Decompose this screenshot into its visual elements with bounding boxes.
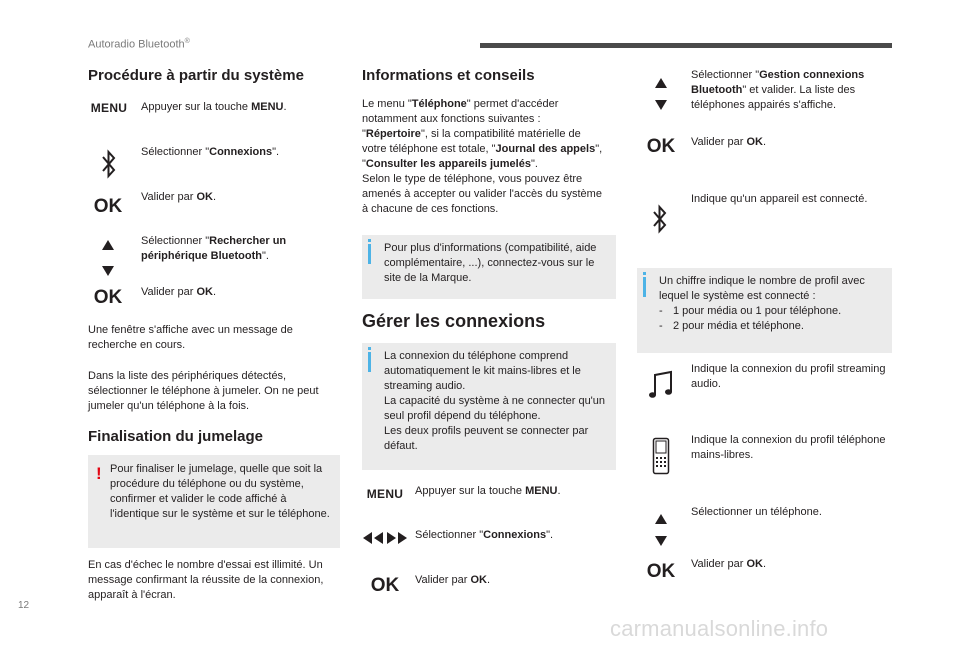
up-down-arrows-icon [653,514,669,546]
step-text: Indique la connexion du profil streaming audio. [691,363,886,390]
header-title: Autoradio Bluetooth [88,38,185,51]
info-box [362,235,616,299]
step-text: Valider par OK. [691,558,766,570]
intro-paragraph: Le menu "Téléphone" permet d'accéder notamment aux fonctions suivantes : "Répertoire", si la compatibilité matérielle de votre téléphone est totale, "Journal des appels", "Consulter les appareils jumelés". Selon le type de téléphone, vous pouvez être amenés à accepter ou valider l'accès du système à chacune de ces fonctions. [362,98,603,215]
paragraph: Dans la liste des périphériques détectés, sélectionner le téléphone à jumeler. On ne peut jumeler qu'un téléphone à la fois. [88,370,319,412]
ok-button-icon: OK [370,575,400,596]
info-box [362,343,616,470]
registered-mark: ® [184,38,190,45]
music-note-icon [647,369,675,401]
bluetooth-icon [98,146,120,182]
step-text: Appuyer sur la touche MENU. [415,485,561,497]
left-right-arrows-icon [364,530,406,546]
page-number: 12 [18,600,30,611]
ok-button-icon: OK [93,287,123,308]
info-text: Un chiffre indique le nombre de profil avec lequel le système est connecté : - 1 pour média ou 1 pour téléphone. - 2 pour média et téléphone. [659,275,865,332]
warning-box [88,455,340,548]
info-icon [368,244,371,264]
step-text: Indique la connexion du profil téléphone mains-libres. [691,434,886,461]
step-text: Sélectionner "Gestion connexions Bluetooth" et valider. La liste des téléphones appairés s'affiche. [691,69,865,111]
warning-icon: ! [96,464,102,483]
phone-icon [651,436,671,476]
warning-text: Pour finaliser le jumelage, quelle que soit la procédure du téléphone ou du système, confirmer et valider le code affiché à l'identique sur le système et sur le téléphone. [110,463,330,520]
ok-button-icon: OK [646,136,676,157]
step-text: Valider par OK. [415,574,490,586]
menu-button-icon: MENU [90,101,128,115]
header-bar [480,43,892,48]
step-text: Sélectionner "Rechercher un périphérique Bluetooth". [141,235,287,262]
up-down-arrows-icon [100,240,116,276]
info-icon [368,352,371,372]
step-text: Sélectionner un téléphone. [691,506,822,518]
step-text: Valider par OK. [141,191,216,203]
section-heading-finalisation: Finalisation du jumelage [88,428,264,445]
step-text: Sélectionner "Connexions". [415,529,554,541]
section-heading-informations: Informations et conseils [362,67,535,84]
step-text: Sélectionner "Connexions". [141,146,280,158]
menu-button-icon: MENU [366,487,404,501]
step-text: Valider par OK. [691,136,766,148]
info-text: Pour plus d'informations (compatibilité, aide complémentaire, ...), connectez-vous sur le site de la Marque. [384,242,597,284]
ok-button-icon: OK [646,561,676,582]
section-heading-connexions: Gérer les connexions [362,311,546,331]
step-text: Indique qu'un appareil est connecté. [691,193,868,205]
step-text: Valider par OK. [141,286,216,298]
info-icon [643,277,646,297]
paragraph: Une fenêtre s'affiche avec un message de recherche en cours. [88,324,293,351]
running-header [88,38,190,51]
up-down-arrows-icon [653,78,669,110]
info-box [637,268,892,353]
ok-button-icon: OK [93,196,123,217]
info-text: La connexion du téléphone comprend automatiquement le kit mains-libres et le streaming audio. La capacité du système à ne connecter qu'un seul profil dépend du téléphone. Les deux profils peuvent se connecter par défaut. [384,350,606,452]
watermark: carmanualsonline.info [610,616,829,641]
step-text: Appuyer sur la touche MENU. [141,101,287,113]
section-heading-procedure: Procédure à partir du système [88,67,304,84]
paragraph: En cas d'échec le nombre d'essai est illimité. Un message confirmant la réussite de la connexion, apparaît à l'écran. [88,559,324,601]
bluetooth-icon [649,201,671,237]
